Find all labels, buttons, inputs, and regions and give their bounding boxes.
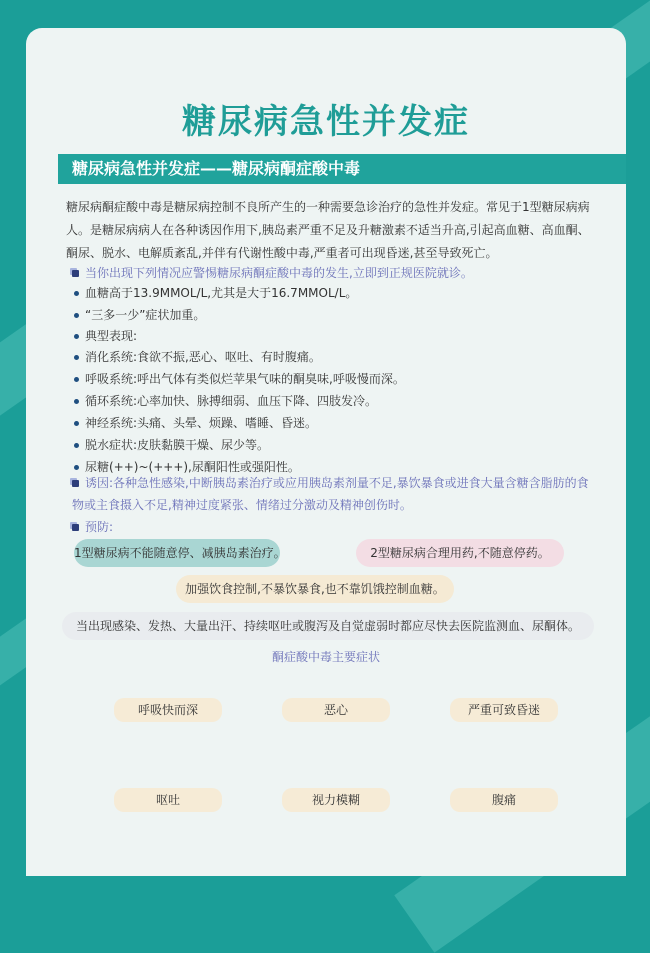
prevention-heading: 预防:	[72, 518, 113, 535]
main-symptom-tag: 呕吐	[114, 788, 222, 812]
dot-bullet-icon	[74, 377, 79, 382]
dot-bullet-icon	[74, 421, 79, 426]
cause-paragraph: 诱因:各种急性感染,中断胰岛素治疗或应用胰岛素剂量不足,暴饮暴食或进食大量含糖含脂肪的食物或主食摄入不足,精神过度紧张、情绪过分激动及精神创伤时。	[72, 476, 589, 512]
symptom-item: “三多一少”症状加重。	[72, 306, 205, 323]
dot-bullet-icon	[74, 334, 79, 339]
square-bullet-icon	[72, 480, 79, 487]
dot-bullet-icon	[74, 355, 79, 360]
symptom-item: 血糖高于13.9MMOL/L,尤其是大于16.7MMOL/L。	[72, 284, 357, 301]
square-bullet-icon	[72, 270, 79, 277]
page-title: 糖尿病急性并发症	[182, 102, 470, 142]
symptom-item: 消化系统:食欲不振,恶心、呕吐、有时腹痛。	[72, 348, 321, 365]
main-symptom-tag: 腹痛	[450, 788, 558, 812]
dot-bullet-icon	[74, 443, 79, 448]
main-symptom-tag: 视力模糊	[282, 788, 390, 812]
warning-text: 当你出现下列情况应警惕糖尿病酮症酸中毒的发生,立即到正规医院就诊。	[85, 266, 473, 280]
symptom-item: 循环系统:心率加快、脉搏细弱、血压下降、四肢发冷。	[72, 392, 377, 409]
main-symptoms-title: 酮症酸中毒主要症状	[271, 650, 380, 664]
dot-bullet-icon	[74, 465, 79, 470]
prevention-pill: 1型糖尿病不能随意停、减胰岛素治疗。	[74, 539, 280, 567]
dot-bullet-icon	[74, 291, 79, 296]
warning-line	[72, 264, 473, 281]
prevention-pill: 当出现感染、发热、大量出汗、持续呕吐或腹泻及自觉虚弱时都应尽快去医院监测血、尿酮体。	[62, 612, 594, 640]
main-symptom-tag: 恶心	[282, 698, 390, 722]
symptom-item: 典型表现:	[72, 327, 137, 344]
main-symptom-tag: 呼吸快而深	[114, 698, 222, 722]
symptom-item: 呼吸系统:呼出气体有类似烂苹果气味的酮臭味,呼吸慢而深。	[72, 370, 405, 387]
section-banner: 糖尿病急性并发症——糖尿病酮症酸中毒	[58, 154, 626, 184]
symptom-item: 尿糖(++)~(+++),尿酮阳性或强阳性。	[72, 458, 300, 475]
prevention-pill: 加强饮食控制,不暴饮暴食,也不靠饥饿控制血糖。	[176, 575, 454, 603]
symptom-item: 脱水症状:皮肤黏膜干燥、尿少等。	[72, 436, 269, 453]
main-symptom-tag: 严重可致昏迷	[450, 698, 558, 722]
prevention-pill: 2型糖尿病合理用药,不随意停药。	[356, 539, 564, 567]
content-card	[26, 28, 626, 876]
square-bullet-icon	[72, 524, 79, 531]
dot-bullet-icon	[74, 399, 79, 404]
intro-paragraph: 糖尿病酮症酸中毒是糖尿病控制不良所产生的一种需要急诊治疗的急性并发症。常见于1型糖尿病病人。是糖尿病病人在各种诱因作用下,胰岛素严重不足及升糖激素不适当升高,引起高血糖、高血酮、酮尿、脱水、电解质紊乱,并伴有代谢性酸中毒,严重者可出现昏迷,甚至导致死亡。	[66, 200, 590, 260]
dot-bullet-icon	[74, 313, 79, 318]
symptom-item: 神经系统:头痛、头晕、烦躁、嗜睡、昏迷。	[72, 414, 317, 431]
